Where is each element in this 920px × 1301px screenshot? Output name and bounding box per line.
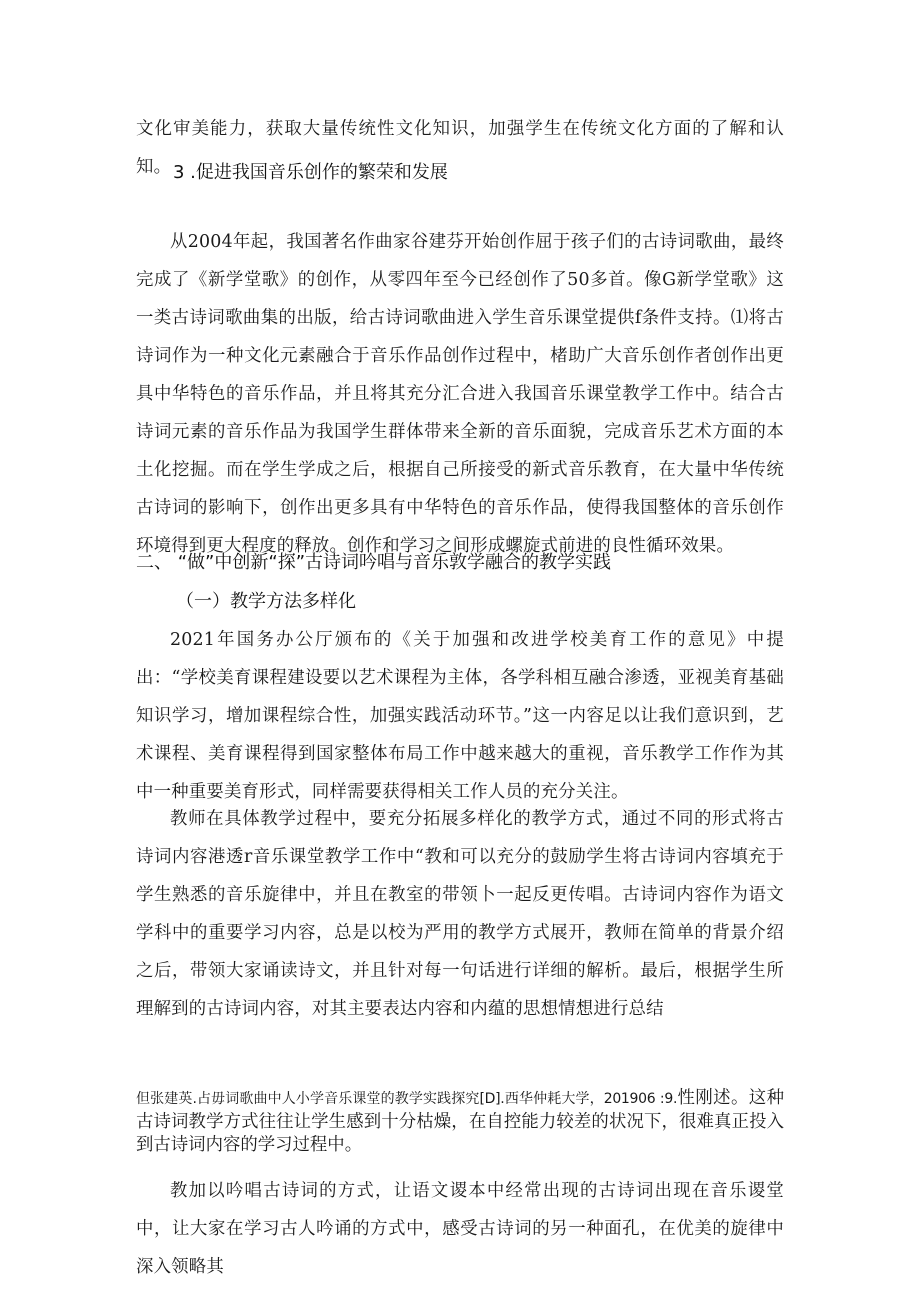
paragraph-intro-continued: 文化审美能力，获取大量传统性文化知识，加强学生在传统文化方面的了解和认知。 bbox=[136, 119, 784, 177]
footnote-block bbox=[136, 1087, 784, 1157]
footnote-citation: 但张建英.占毋词歌曲中人小学音乐课堂的教学实践探究[D].西华仲耗大学，201906 :9. bbox=[136, 1091, 678, 1107]
paragraph-composition: 从2004年起，我国著名作曲家谷建芬开始创作屈于孩子们的古诗词歌曲，最终完成了《新学堂歌》的创作，从零四年至今已经创作了50多首。像G新学堂歌》这一类古诗词歌曲集的出版，给古诗词歌曲进入学生音乐课堂提供f条件支持。⑴将古诗词作为一种文化元素融合于音乐作品创作过程中，楮助广大音乐创作者创作出更具中华特色的音乐作品，并且将其充分汇合进入我国音乐课堂教学工作中。结合古诗词元素的音乐作品为我国学生群体带来全新的音乐面貌，完成音乐艺术方面的本土化挖掘。而在学生学成之后，根据自己所接受的新式音乐教育，在大量中华传统古诗词的影响下，创作出更多具有中华特色的音乐作品，使得我国整体的音乐创作环境得到更大程度的释放。创作和学习之间形成螺旋式前进的良性循环效果。 bbox=[136, 232, 784, 556]
paragraph-policy: 2021年国务办公厅颁布的《关于加强和改进学校美育工作的意见》中提出：“学校美育课程建设要以艺术课程为主体，各学科相互融合渗透，亚视美育基础知识学习，增加课程综合性，加强实践活动环节。”这一内容足以让我们意识到，艺术课程、美育课程得到国家整体布局工作中越来越大的重视，音乐教学工作作为其中一种重要美育形式，同样需要获得相关工作人员的充分关注。 bbox=[136, 630, 784, 802]
paragraph-teaching-methods: 教师在具体教学过程中，要充分拓展多样化的教学方式，通过不同的形式将古诗词内容港透r音乐课堂教学工作中“教和可以充分的鼓励学生将古诗词内容填充于学生熟悉的音乐旋律中，并且在教室的带领卜一起反更传唱。古诗词内容作为语文学科中的重要学习内容，总是以校为严用的教学方式展开，教师在简单的背景介绍之后，带领大家诵读诗文，并且针对每一句话进行详细的解析。最后，根据学生所理解到的古诗词内容，对其主要表达内容和内蕴的思想情想进行总结 bbox=[136, 809, 784, 1019]
section-heading-2: 二、 “做”中创新“探”古诗词吟唱与音乐敦学融合的教学实践 bbox=[136, 552, 612, 573]
subsection-heading-1: （一）教学方法多样化 bbox=[176, 591, 356, 612]
section-heading-3: 3 .促进我国音乐创作的繁荣和发展 bbox=[173, 162, 448, 183]
paragraph-chanting: 教加以吟唱古诗词的方式，让语文谡本中经常出现的古诗词出现在音乐谡堂中，让大家在学习古人吟诵的方式中，感受古诗词的另一种面孔，在优美的旋律中深入领略其 bbox=[136, 1181, 784, 1277]
footnote-continuation: 性刚述。这种古诗词教学方式往往让学生感到十分枯燥，在自控能力较差的状况下，很难真正投入到古诗词内容的学习过程中。 bbox=[136, 1088, 784, 1155]
